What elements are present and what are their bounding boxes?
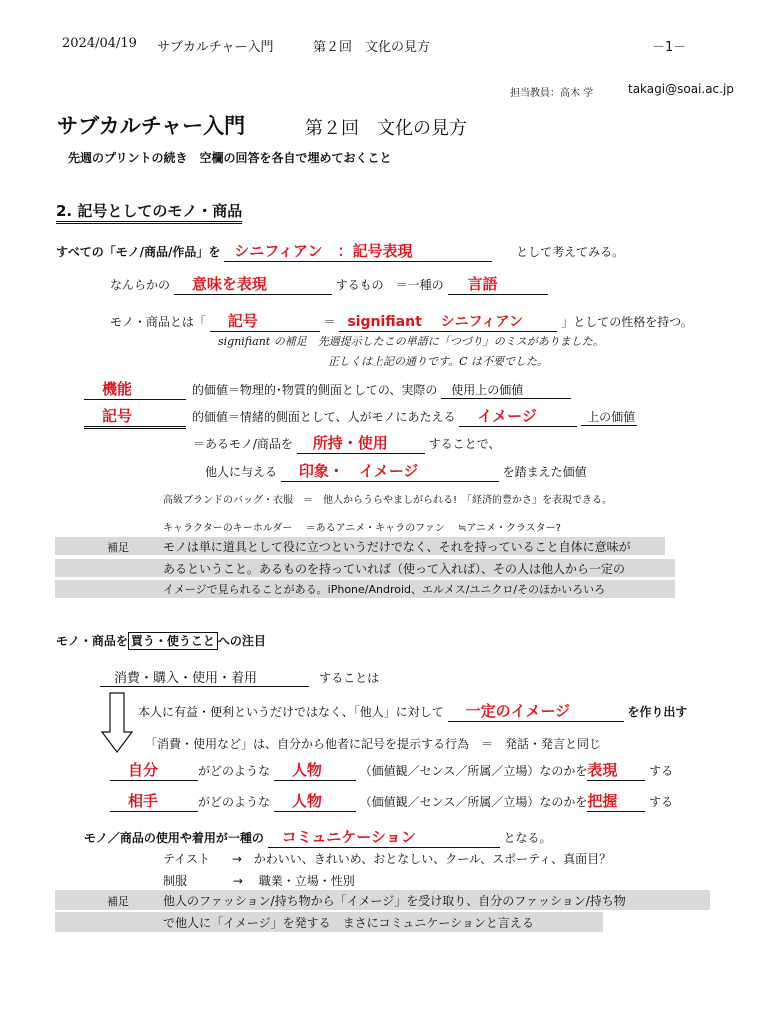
s2-line3-eq: ＝ <box>323 315 336 329</box>
s2-line4 <box>84 378 571 400</box>
s2-line3-answer1: 記号 <box>210 310 320 332</box>
supplement1-line: あるということ。あるものを持っていれば（使って入れば）、その人は他人から一定の <box>163 562 626 576</box>
focus-heading-post: への注目 <box>217 634 266 648</box>
s3-line4-t3: する <box>649 795 674 809</box>
focus-heading-pre: モノ・商品を <box>56 634 128 648</box>
s3-line4-t1: がどのような <box>198 795 271 809</box>
s2-line1-pre: すべての「モノ/商品/作品」を <box>56 245 221 259</box>
s2-line3-post: 」としての性格を持つ。 <box>561 315 693 329</box>
instruction-text: 先週のプリントの続き 空欄の回答を各自で埋めておくこと <box>68 151 392 165</box>
supplement1-line: モノは単に道具として役に立つというだけでなく、それを持っていること自体に意味が <box>163 540 631 554</box>
s3-line3-t3: する <box>649 764 674 778</box>
header-course: サブカルチャー入門 <box>157 40 274 55</box>
signifiant-note2: 正しくは上記の通りです。C は不要でした。 <box>328 355 549 368</box>
s2-line6-pre: ＝あるモノ/商品を <box>193 437 293 451</box>
s3-line3-a3: 表現 <box>587 759 645 781</box>
section-heading-text: 2. 記号としてのモノ・商品 <box>56 200 242 224</box>
consume-text: 消費・購入・使用・着用 <box>100 667 309 687</box>
s2-line2-answer2: 言語 <box>448 273 548 295</box>
s2-line4-text2: 使用上の価値 <box>441 381 571 399</box>
taste-line <box>163 850 611 867</box>
s3-line3-t2: （価値観／センス／所属／立場）なのかを <box>359 764 588 778</box>
s2-line3 <box>110 310 693 332</box>
s2-line5-text1: 的価値＝情緒的側面として、人がモノにあたえる <box>191 410 456 424</box>
s3-line1-post: を作り出す <box>627 705 688 719</box>
s2-line5 <box>84 405 637 429</box>
taste-text: かわいい、きれいめ、おとなしい、クール、スポーティ、真面目？ <box>253 852 612 866</box>
s3-line4 <box>110 790 673 812</box>
s3-line5 <box>84 826 552 848</box>
s3-line1 <box>138 700 687 722</box>
s2-line7-post: を踏まえた価値 <box>502 465 587 479</box>
focus-heading-box: 買う・使うこと <box>128 632 218 650</box>
s3-line5-post: となる。 <box>503 831 552 845</box>
supplement2-line: で他人に「イメージ」を発する まさにコミュニケーションと言える <box>163 916 534 930</box>
example-brand: 高級ブランドのバッグ・衣服 ＝ 他人からうらやましがられる! 「経済的豊かさ」を表現できる。 <box>163 495 613 506</box>
s2-line4-answer: 機能 <box>84 378 186 400</box>
supplement1-label: 補足 <box>107 541 129 554</box>
header-date: 2024/04/19 <box>62 36 137 51</box>
section-heading <box>56 200 242 224</box>
s2-line6 <box>193 432 500 454</box>
s2-line2-mid: するもの ＝一種の <box>335 278 444 292</box>
s3-line4-a2: 人物 <box>274 790 356 812</box>
consume-line <box>100 667 379 687</box>
s3-line3-a2: 人物 <box>274 759 356 781</box>
right-arrow-icon: → <box>232 874 243 888</box>
s2-line5-answer1: 記号 <box>84 405 186 429</box>
example-character: キャラクターのキーホルダー ＝あるアニメ・キャラのファン ≒アニメ・クラスター? <box>163 523 561 534</box>
supplement2-label: 補足 <box>107 895 129 908</box>
uniform-line <box>163 872 355 889</box>
s2-line1-answer: シニフィアン ：記号表現 <box>224 240 492 262</box>
header-session: 第２回 文化の見方 <box>313 40 431 55</box>
supplement2-line: 他人のファッション/持ち物から「イメージ」を受け取り、自分のファッション/持ち物 <box>163 894 626 908</box>
teacher-email: takagi@soai.ac.jp <box>628 82 734 96</box>
uniform-label: 制服 <box>163 874 188 888</box>
page-title: サブカルチャー入門 <box>57 114 246 138</box>
s3-line4-a1: 相手 <box>110 790 198 812</box>
s2-line1-post: として考えてみる。 <box>516 245 625 259</box>
s3-line3-a1: 自分 <box>110 759 198 781</box>
s3-line1-answer: 一定のイメージ <box>448 700 624 722</box>
s2-line3-answer2: signifiant シニフィアン <box>339 311 557 332</box>
teacher-label: 担当教員：高木 学 <box>510 88 594 99</box>
s3-line2: 「消費・使用など」は、自分から他者に記号を提示する行為 ＝ 発話・発言と同じ <box>145 737 602 751</box>
supplement1-line: イメージで見られることがある。iPhone/Android、エルメス/ユニクロ/そのほかいろいろ <box>163 583 606 596</box>
taste-label: テイスト <box>163 852 211 866</box>
s2-line2-pre: なんらかの <box>110 278 171 292</box>
s2-line2 <box>110 273 548 295</box>
s2-line1 <box>56 240 624 262</box>
uniform-text: 職業・立場・性別 <box>258 874 355 888</box>
s3-line3-t1: がどのような <box>198 764 271 778</box>
s2-line3-pre: モノ・商品とは「 <box>110 315 206 329</box>
s3-line1-pre: 本人に有益・便利というだけではなく、「他人」に対して <box>138 705 444 719</box>
s2-line7-answer: 印象・ イメージ <box>281 460 499 482</box>
signifiant-note1: signifiant の補足 先週提示したこの単語に「つづり」のミスがありました。 <box>218 335 604 348</box>
consume-post: することは <box>319 671 380 685</box>
s3-line5-answer: コミュニケーション <box>268 826 500 848</box>
focus-heading <box>56 632 266 649</box>
s3-line4-t2: （価値観／センス／所属／立場）なのかを <box>359 795 588 809</box>
s2-line4-text1: 的価値＝物理的･物質的側面としての、実際の <box>191 383 438 397</box>
s2-line6-post: することで、 <box>428 437 501 451</box>
s3-line5-pre: モノ／商品の使用や着用が一種の <box>84 831 264 845</box>
page-subtitle: 第２回 文化の見方 <box>305 118 467 139</box>
s2-line2-answer1: 意味を表現 <box>174 273 332 295</box>
s2-line6-answer: 所持・使用 <box>297 432 425 454</box>
s2-line5-text2: 上の価値 <box>581 408 637 426</box>
down-arrow-icon <box>100 692 134 754</box>
s2-line7 <box>205 460 587 482</box>
s3-line3 <box>110 759 673 781</box>
s2-line7-pre: 他人に与える <box>205 465 278 479</box>
s3-line4-a3: 把握 <box>587 790 645 812</box>
right-arrow-icon: → <box>231 852 242 866</box>
s2-line5-answer2: イメージ <box>459 405 577 427</box>
page-number: －1－ <box>652 40 687 55</box>
